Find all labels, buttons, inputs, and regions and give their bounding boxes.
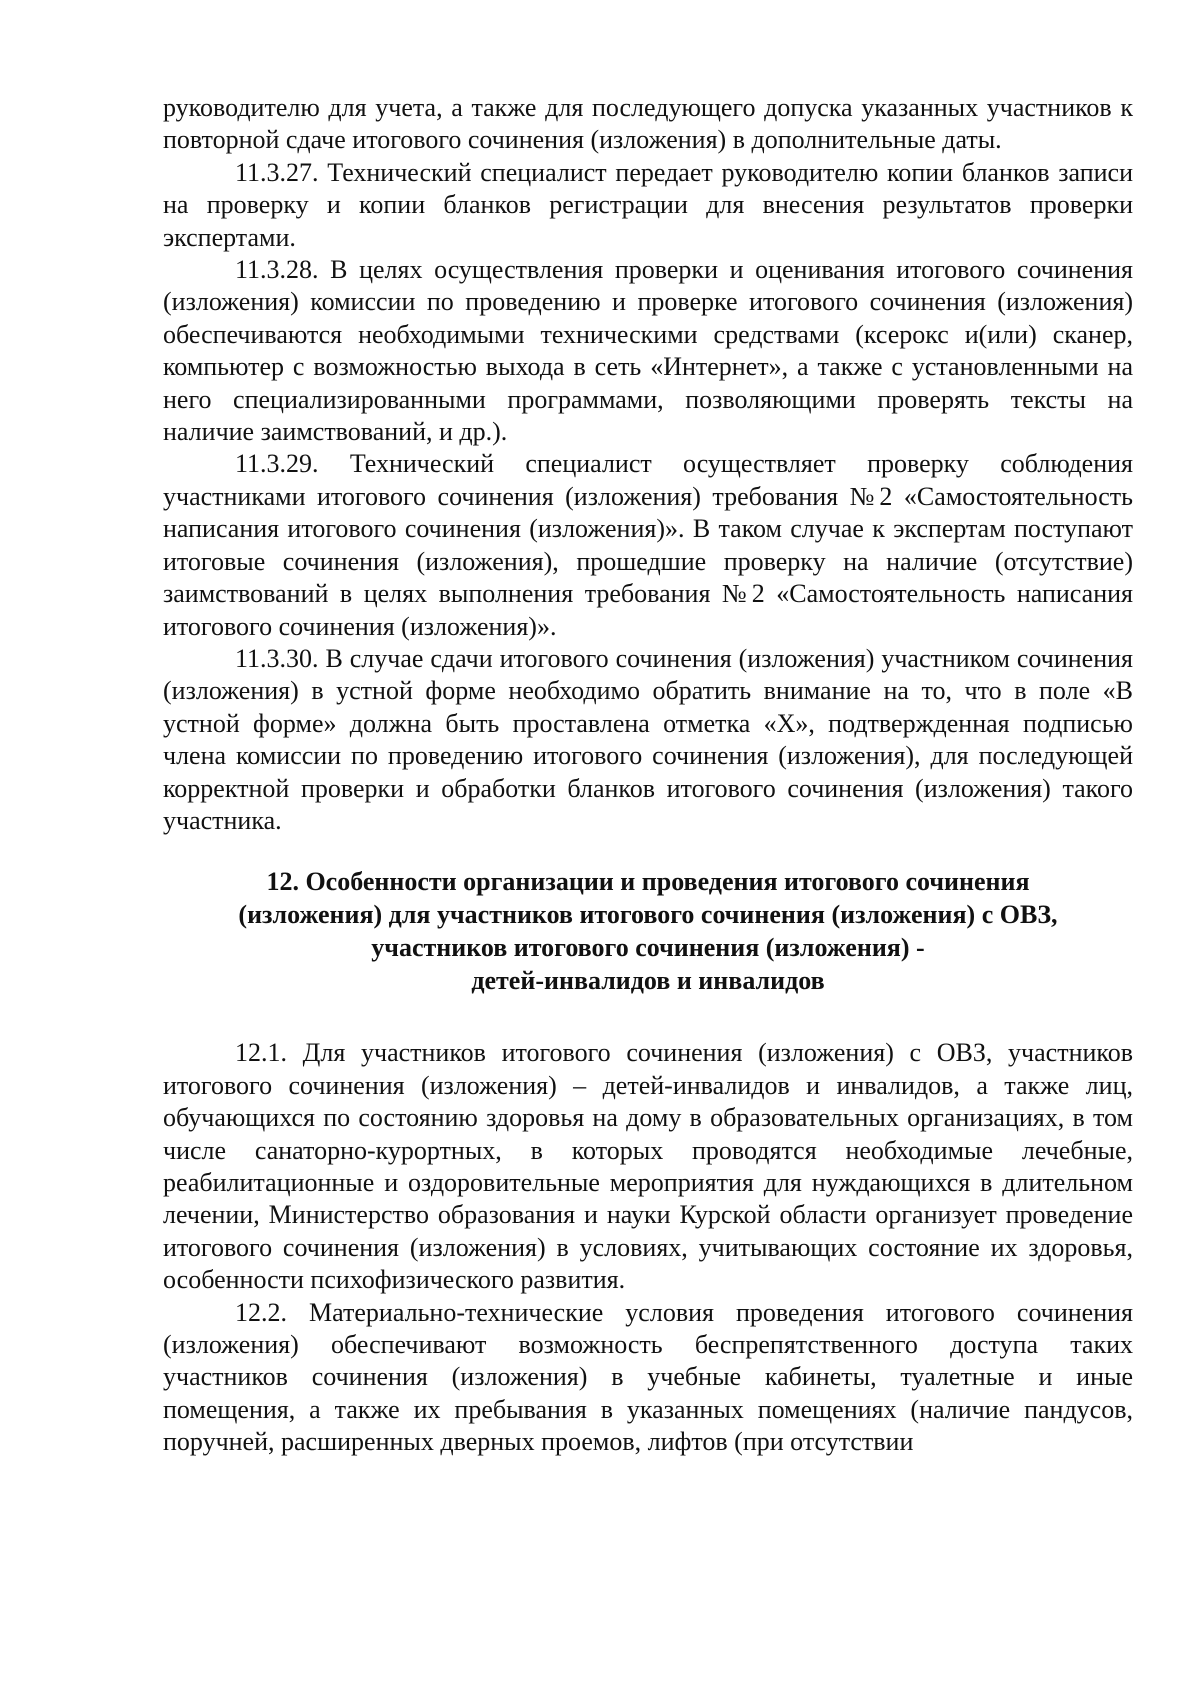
section-12-heading [163,865,1133,997]
paragraph-11-3-29: 11.3.29. Технический специалист осуществляет проверку соблюдения участниками итогового сочинения (изложения) требования №2 «Самостоятельность написания итогового сочинения (изложения)». В таком случае к экспертам поступают итоговые сочинения (изложения), прошедшие проверку на наличие (отсутствие) заимствований в целях выполнения требования №2 «Самостоятельность написания итогового сочинения (изложения)». [163,449,1133,641]
section-heading-line: 12. Особенности организации и проведения итогового сочинения [266,867,1030,897]
paragraph-11-3-27: 11.3.27. Технический специалист передает руководителю копии бланков записи на проверку и копии бланков регистрации для внесения результатов проверки экспертами. [163,157,1133,252]
section-heading-line: участников итогового сочинения (изложения) - [371,933,925,963]
document-page [163,92,1133,1459]
paragraph-12-2: 12.2. Материально-технические условия проведения итогового сочинения (изложения) обеспечивают возможность беспрепятственного доступа таких участников сочинения (изложения) в учебные кабинеты, туалетные и иные помещения, а также их пребывания в указанных помещениях (наличие пандусов, поручней, расширенных дверных проемов, лифтов (при отсутствии [163,1297,1133,1457]
section-heading-line: (изложения) для участников итогового сочинения (изложения) с ОВЗ, [238,900,1058,930]
paragraph-12-1: 12.1. Для участников итогового сочинения (изложения) с ОВЗ, участников итогового сочинения (изложения) – детей-инвалидов и инвалидов, а также лиц, обучающихся по состоянию здоровья на дому в образовательных организациях, в том числе санаторно-курортных, в которых проводятся необходимые лечебные, реабилитационные и оздоровительные мероприятия для нуждающихся в длительном лечении, Министерство образования и науки Курской области организует проведение итогового сочинения (изложения) в условиях, учитывающих состояние их здоровья, особенности психофизического развития. [163,1038,1133,1295]
paragraph-11-3-30: 11.3.30. В случае сдачи итогового сочинения (изложения) участником сочинения (изложения) в устной форме необходимо обратить внимание на то, что в поле «В устной форме» должна быть проставлена отметка «Х», подтвержденная подписью члена комиссии по проведению итогового сочинения (изложения), для последующей корректной проверки и обработки бланков итогового сочинения (изложения) такого участника. [163,643,1133,835]
paragraph-continuation: руководителю для учета, а также для последующего допуска указанных участников к повторной сдаче итогового сочинения (изложения) в дополнительные даты. [163,93,1133,155]
section-heading-line: детей-инвалидов и инвалидов [471,966,825,996]
paragraph-11-3-28: 11.3.28. В целях осуществления проверки и оценивания итогового сочинения (изложения) комиссии по проведению и проверке итогового сочинения (изложения) обеспечиваются необходимыми техническими средствами (ксерокс и(или) сканер, компьютер с возможностью выхода в сеть «Интернет», а также с установленными на него специализированными программами, позволяющими проверять тексты на наличие заимствований, и др.). [163,255,1133,447]
